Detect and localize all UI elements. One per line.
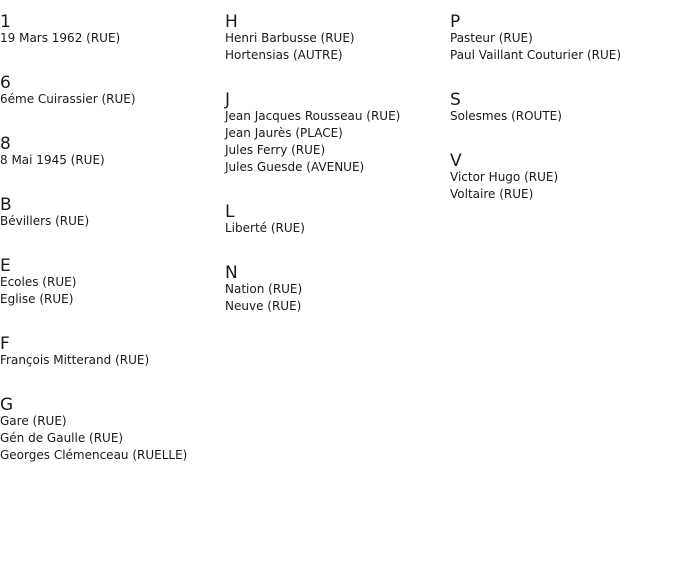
letter-heading: L [225,202,235,222]
street-item: Bévillers (RUE) [0,214,90,228]
street-item: Henri Barbusse (RUE) [225,31,355,45]
letter-heading: F [0,334,11,354]
street-list [0,152,225,169]
street-list [450,30,675,64]
letter-heading: N [225,263,239,283]
street-list [450,108,675,125]
street-item: Paul Vaillant Couturier (RUE) [450,48,622,62]
letter-group-e [0,244,225,322]
street-list [225,220,450,237]
letter-heading: P [450,12,461,32]
letter-group-b [0,183,225,244]
letter-heading: 6 [0,73,12,93]
street-list [225,108,450,176]
letter-group-8 [0,122,225,183]
street-item: Jules Ferry (RUE) [225,143,326,157]
letter-heading: 1 [0,12,12,32]
street-item: Ecoles (RUE) [0,275,77,289]
street-item: 8 Mai 1945 (RUE) [0,153,105,167]
street-item: Hortensias (AUTRE) [225,48,343,62]
street-item: Solesmes (ROUTE) [450,109,562,123]
street-item: Jules Guesde (AVENUE) [225,160,365,174]
street-list [0,352,225,369]
letter-group-f [0,322,225,383]
street-item: Gén de Gaulle (RUE) [0,431,124,445]
street-item: Gare (RUE) [0,414,67,428]
street-list [225,30,450,64]
street-list [450,169,675,203]
letter-group-1 [0,0,225,61]
letter-heading: J [225,90,231,110]
street-list [0,91,225,108]
street-item: Liberté (RUE) [225,221,305,235]
letter-heading: G [0,395,14,415]
street-item: Jean Jaurès (PLACE) [225,126,343,140]
letter-group-p [450,0,675,78]
letter-group-n [225,251,450,315]
street-item: Nation (RUE) [225,282,303,296]
street-item: Neuve (RUE) [225,299,302,313]
letter-heading: B [0,195,13,215]
street-list [0,413,225,464]
street-list [225,281,450,315]
letter-heading: 8 [0,134,12,154]
street-column-2 [225,0,450,315]
street-item: François Mitterand (RUE) [0,353,150,367]
street-list [0,274,225,308]
street-item: Georges Clémenceau (RUELLE) [0,448,188,462]
street-item: Victor Hugo (RUE) [450,170,559,184]
street-item: Voltaire (RUE) [450,187,534,201]
street-list [0,213,225,230]
street-item: Pasteur (RUE) [450,31,533,45]
letter-group-g [0,383,225,464]
letter-heading: V [450,151,463,171]
street-list [0,30,225,47]
street-column-3 [450,0,675,203]
letter-heading: H [225,12,239,32]
street-item: 6éme Cuirassier (RUE) [0,92,136,106]
street-item: Jean Jacques Rousseau (RUE) [225,109,401,123]
letter-group-v [450,139,675,203]
letter-group-s [450,78,675,139]
letter-heading: E [0,256,12,276]
street-item: 19 Mars 1962 (RUE) [0,31,121,45]
letter-heading: S [450,90,462,110]
street-item: Eglise (RUE) [0,292,74,306]
street-column-1 [0,0,225,464]
letter-group-6 [0,61,225,122]
letter-group-l [225,190,450,251]
letter-group-j [225,78,450,190]
letter-group-h [225,0,450,78]
